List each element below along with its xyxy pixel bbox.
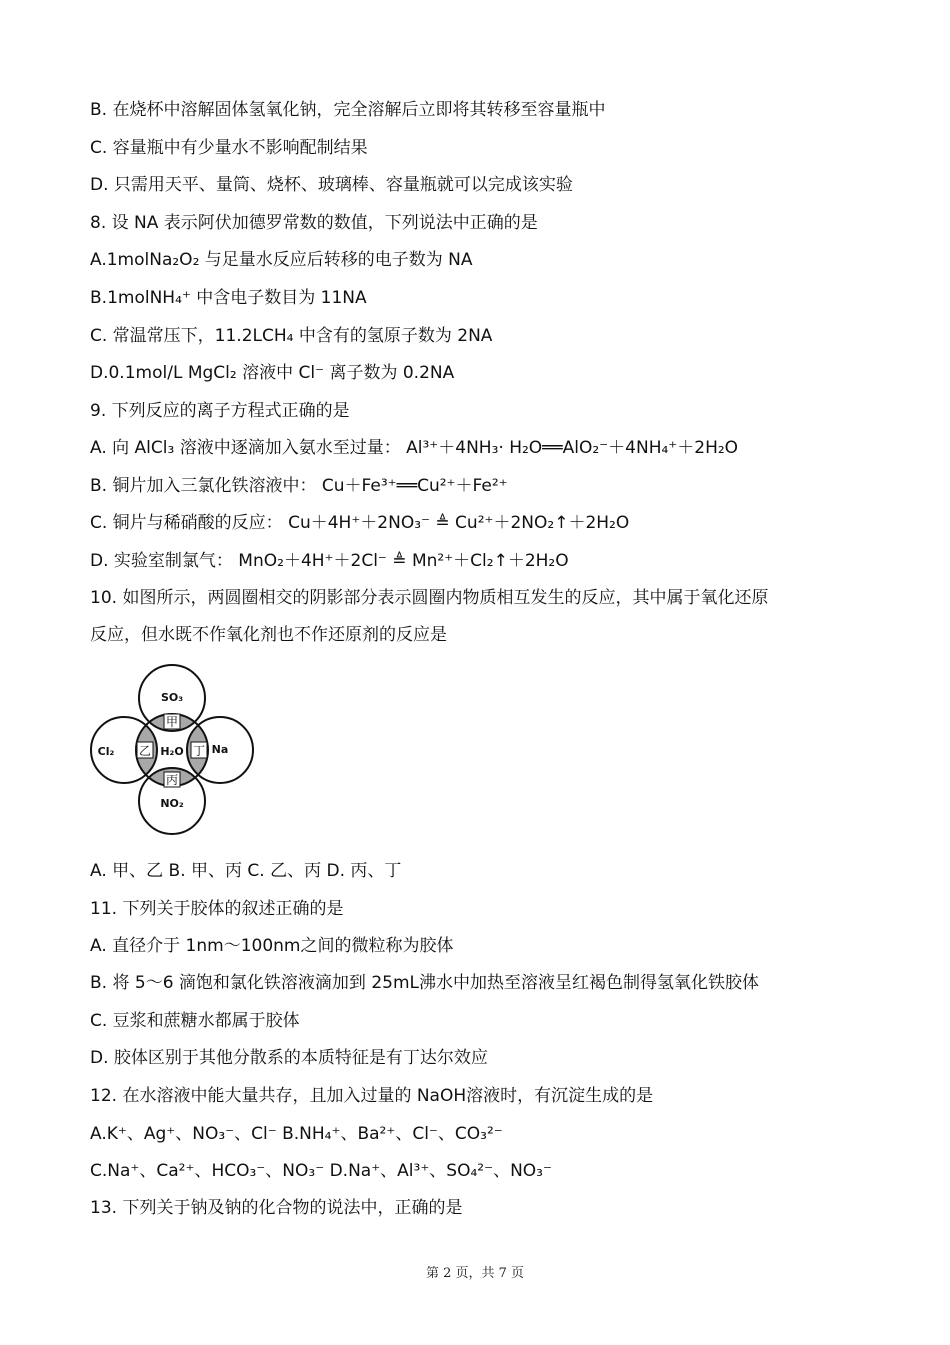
question-9: 9. 下列反应的离子方程式正确的是 xyxy=(90,401,350,421)
label-so3: SO₃ xyxy=(160,691,184,704)
q8-option-c: C. 常温常压下，11.2LCH₄ 中含有的氢原子数为 2NA xyxy=(90,326,493,346)
q11-option-b: B. 将 5～6 滴饱和氯化铁溶液滴加到 25mL沸水中加热至溶液呈红褐色制得氢氧化铁胶体 xyxy=(90,973,759,993)
label-na: Na xyxy=(211,743,229,756)
page-footer: 第 2 页，共 7 页 xyxy=(425,1266,525,1281)
q12-options-ab: A.K⁺、Ag⁺、NO₃⁻、Cl⁻ B.NH₄⁺、Ba²⁺、Cl⁻、CO₃²⁻ xyxy=(90,1124,503,1144)
q10-options: A. 甲、乙 B. 甲、丙 C. 乙、丙 D. 丙、丁 xyxy=(90,861,402,881)
option-c-text: C. 容量瓶中有少量水不影响配制结果 xyxy=(90,138,368,158)
q11-option-d: D. 胶体区别于其他分散系的本质特征是有丁达尔效应 xyxy=(90,1048,488,1068)
q11-option-a: A. 直径介于 1nm～100nm之间的微粒称为胶体 xyxy=(90,936,454,956)
q8-option-b: B.1molNH₄⁺ 中含电子数目为 11NA xyxy=(90,288,367,308)
label-jia: 甲 xyxy=(165,715,179,729)
question-12: 12. 在水溶液中能大量共存，且加入过量的 NaOH溶液时，有沉淀生成的是 xyxy=(90,1086,654,1106)
q9-option-d: D. 实验室制氯气： MnO₂＋4H⁺＋2Cl⁻ ≜ Mn²⁺＋Cl₂↑＋2H₂O xyxy=(90,551,569,571)
label-h2o: H₂O xyxy=(160,745,184,758)
q8-option-a: A.1molNa₂O₂ 与足量水反应后转移的电子数为 NA xyxy=(90,250,473,270)
question-11: 11. 下列关于胶体的叙述正确的是 xyxy=(90,899,344,919)
label-ding: 丁 xyxy=(192,744,206,758)
option-b-text: B. 在烧杯中溶解固体氢氧化钠，完全溶解后立即将其转移至容量瓶中 xyxy=(90,100,606,120)
question-10: 10. 如图所示，两圆圈相交的阴影部分表示圆圈内物质相互发生的反应，其中属于氧化还原 xyxy=(90,588,769,608)
q11-option-c: C. 豆浆和蔗糖水都属于胶体 xyxy=(90,1011,300,1031)
q8-option-d: D.0.1mol/L MgCl₂ 溶液中 Cl⁻ 离子数为 0.2NA xyxy=(90,363,455,383)
label-yi: 乙 xyxy=(138,744,152,758)
question-13: 13. 下列关于钠及钠的化合物的说法中，正确的是 xyxy=(90,1198,463,1218)
label-no2: NO₂ xyxy=(160,797,184,810)
q9-option-b: B. 铜片加入三氯化铁溶液中： Cu＋Fe³⁺══Cu²⁺＋Fe²⁺ xyxy=(90,476,508,496)
q12-options-cd: C.Na⁺、Ca²⁺、HCO₃⁻、NO₃⁻ D.Na⁺、Al³⁺、SO₄²⁻、NO₃⁻ xyxy=(90,1161,552,1181)
venn-circles-diagram xyxy=(86,663,258,843)
q9-option-a: A. 向 AlCl₃ 溶液中逐滴加入氨水至过量： Al³⁺＋4NH₃· H₂O══AlO₂⁻＋4NH₄⁺＋2H₂O xyxy=(90,438,739,458)
question-10-cont: 反应，但水既不作氧化剂也不作还原剂的反应是 xyxy=(90,625,447,645)
question-8: 8. 设 NA 表示阿伏加德罗常数的数值，下列说法中正确的是 xyxy=(90,213,538,233)
label-bing: 丙 xyxy=(165,773,179,787)
option-d-text: D. 只需用天平、量筒、烧杯、玻璃棒、容量瓶就可以完成该实验 xyxy=(90,175,573,195)
q9-option-c: C. 铜片与稀硝酸的反应： Cu＋4H⁺＋2NO₃⁻ ≜ Cu²⁺＋2NO₂↑＋2H₂O xyxy=(90,513,630,533)
label-cl2: Cl₂ xyxy=(97,745,115,758)
